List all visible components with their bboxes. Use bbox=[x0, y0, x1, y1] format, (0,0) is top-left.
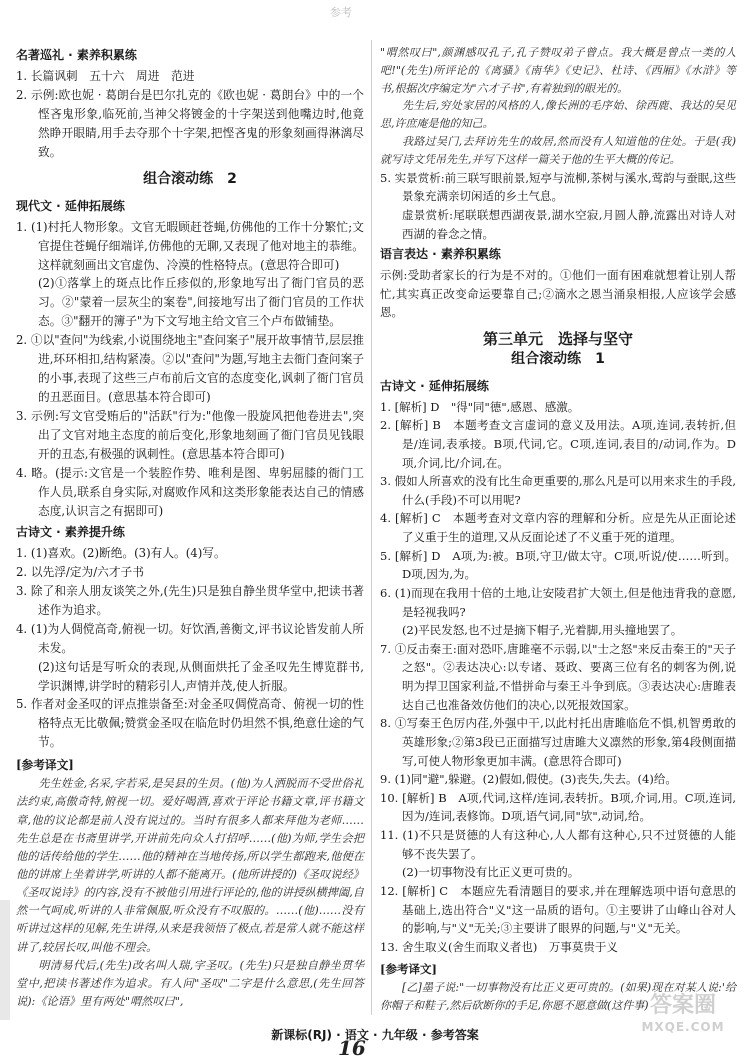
left-column bbox=[16, 44, 364, 1011]
list-item: 5. [解析] D A项,为:被。B项,守卫/做太守。C项,听说/使……听到。D项,因为,为。 bbox=[380, 548, 736, 582]
translation-paragraph: 先生后,穷处家居的风格的人,像长洲的毛序始、徐西鹿、我达的吴见思,许庶庵是他的知己。 bbox=[380, 99, 736, 131]
reference-translation-label: [参考译文] bbox=[16, 758, 74, 773]
list-item: 1. (1)村托人物形象。文官无暇顾赶苍蝇,仿佛他的工作十分繁忙;文官提住苍蝇仔细端详,仿佛他的无聊,又表现了他对地主的恭维。这样就刻画出文官虚伪、冷漠的性格特点。(意思符合即可) bbox=[16, 219, 364, 272]
list-item: (2)一切事物没有比正义更可贵的。 bbox=[402, 865, 580, 880]
list-item: 2. [解析] B 本题考查文言虚词的意义及用法。A项,连词,表转折,但是/连词,表承接。B项,代词,它。C项,连词,表目的/动词,作为。D项,介词,比/介词,在。 bbox=[380, 418, 736, 470]
translation-paragraph: 先生姓金,名采,字若采,是吴县的生员。(他)为人洒脱而不受世俗礼法约束,高傲奇特,俯视一切。爱好喝酒,喜欢于评论书籍文章,评书籍文章,他的议论都是前人没有说过的。当时有很多人都来拜他为老师……先生总是在书斋里讲学,开讲前先向众人打招呼……(他)为师,学生会把他的话传给他的学生……他的精神在当地传扬,所以学生都跑来,他便在他的讲席上坐着讲学,听讲的人都不能离开。(他所讲授的)《圣叹说经》《圣叹说诗》的内容,没有不被他引用进行评论的,他的讲授纵横捭阖,自然一气呵成,听讲的人非常佩服,听众没有不叹服的。……(他)……没有听讲过这样的见解,先生讲得,从来是我领悟了极点,若是常人就不能这样讲了,较居长叹,叫他不理会。 bbox=[16, 777, 364, 954]
item-list bbox=[16, 544, 364, 752]
list-item: 9. (1)同"避",躲避。(2)假如,假使。(3)丧失,失去。(4)给。 bbox=[380, 772, 677, 787]
translation-paragraph: 明清易代后,(先生)改名叫人瑞,字圣叹。(先生)只是独自静坐贯华堂中,把读书著述作为追求。有人问"圣叹"二字是什么意思,(先生回答说):《论语》里有两处"喟然叹曰", bbox=[16, 958, 364, 1008]
page-footer: 新课标(RJ) · 语文 · 九年级 · 参考答案 bbox=[271, 1028, 479, 1042]
section-heading: 语言表达 · 素养积累练 bbox=[380, 247, 501, 262]
exercise-title: 组合滚动练 1 bbox=[511, 351, 605, 368]
list-item: 示例:受助者家长的行为是不对的。①他们一面有困难就想着让别人帮忙,其实真正改变命运要靠自己;②滴水之恩当涌泉相报,人应该学会感恩。 bbox=[380, 267, 736, 320]
list-item: 2. ①以"查问"为线索,小说围绕地主"查问案子"展开故事情节,层层推进,环环相扣,结构紧凑。②以"查问"为题,写地主去衙门查问案子的小事,表现了这些三卢布前后文官的态度变化,讽刺了衙门官员的丑恶面目。(意思基本符合即可) bbox=[16, 333, 364, 405]
translation-paragraph: 我路过吴门,去拜访先生的故居,然而没有人知道他的住处。于是(我)就写诗文凭吊先生,并写下这样一篇关于他的生平大概的传记。 bbox=[380, 135, 736, 166]
list-item: 12. [解析] C 本题应先看清题目的要求,并在理解选项中语句意思的基础上,选出符合"义"这一品质的语句。①主要讲了山峰山谷对人的影响,与"义"无关;③主要讲了眼界的问题,与"义"无关。 bbox=[380, 883, 736, 936]
list-item: 5. 作者对金圣叹的评点推崇备至:对金圣叹倜傥高奇、俯视一切的性格特点无比敬佩;赞赏金圣叹在临危时仍坦然不惧,绝意仕途的气节。 bbox=[16, 697, 364, 750]
list-item: 10. [解析] B A项,代词,这样/连词,表转折。B项,介词,用。C项,连词,因为/连词,表修饰。D项,语气词,同"欤",动词,给。 bbox=[380, 790, 736, 824]
list-item: 3. 假如人所喜欢的没有比生命更重要的,那么凡是可以用来求生的手段,什么(手段)不可以用呢? bbox=[380, 474, 736, 507]
watermark-logo bbox=[624, 992, 742, 1052]
column-divider bbox=[371, 40, 372, 1015]
list-item: 4. (1)为人倜傥高奇,俯视一切。好饮酒,善衡文,评书议论皆发前人所未发。 bbox=[16, 621, 364, 655]
section-heading: 古诗文 · 素养提升练 bbox=[16, 524, 125, 539]
list-item: 虚景赏析:尾联联想西湖夜景,湖水空寂,月圆人静,流露出对诗人对西湖的眷念之情。 bbox=[402, 208, 736, 241]
list-item: (2)平民发怒,也不过是摘下帽子,光着脚,用头撞地罢了。 bbox=[402, 623, 683, 638]
section-heading: 古诗文 · 延伸拓展练 bbox=[380, 379, 489, 394]
watermark-url: MXQE.COM bbox=[641, 1020, 725, 1034]
list-item: 11. (1)不只是贤德的人有这种心,人人都有这种心,只不过贤德的人能够不丧失罢了。 bbox=[380, 828, 736, 861]
section-heading: 名著巡礼 · 素养积累练 bbox=[16, 48, 137, 62]
list-item: 3. 除了和亲人朋友谈笑之外,(先生)只是独自静坐贯华堂中,把读书著述作为追求。 bbox=[16, 583, 364, 617]
right-column bbox=[380, 44, 736, 1015]
translation-paragraph: "喟然叹曰",颜渊感叹孔子,孔子赞叹弟子曾点。我大概是曾点一类的人吧!"(先生)所评论的《离骚》《南华》《史记》、杜诗、《西厢》《水浒》等书,根据次序编定为"六才子书",有着独到的眼光的。 bbox=[380, 46, 736, 95]
list-item: 2. 以先浮/定为/六才子书 bbox=[16, 564, 144, 579]
list-item: 7. ①反击秦王:面对恐吓,唐雎毫不示弱,以"士之怒"来反击秦王的"天子之怒"。②表达决心:以专诸、聂政、要离三位有名的刺客为例,说明为捍卫国家利益,不惜拼命与秦王斗争到底。③表达决心:唐雎表达自己也准备效仿他们的决心,以死报效国家。 bbox=[380, 641, 736, 712]
list-item: 6. (1)而现在我用十倍的土地,让安陵君扩大领土,但是他违背我的意愿,是轻视我吗? bbox=[380, 585, 736, 619]
list-item: 3. 示例:写文官受贿后的"活跃"行为:"他像一股旋风把他卷进去",突出了文官对地主态度的前后变化,形象地刻画了衙门官员见钱眼开的丑态,有极强的讽刺性。(意思基本符合即可) bbox=[16, 409, 364, 462]
item-list bbox=[380, 398, 736, 957]
reference-translation-label: [参考译文] bbox=[380, 962, 437, 977]
translation-paragraph: [乙]墨子说:"一切事物没有比正义更可贵的。(如果)现在对某人说:'给你帽子和鞋子,然后砍断你的手足,你愿不愿意做(这件事) bbox=[380, 981, 736, 1012]
list-item: 4. [解析] C 本题考查对文章内容的理解和分析。应是先从正面论述了义重于生的道理,又从反面论述了不义重于死的道理。 bbox=[380, 511, 736, 545]
list-item: 4. 略。(提示:文官是一个装腔作势、唯利是图、卑躬屈膝的衙门工作人员,联系自身实际,对腐败作风和这类形象能表达自己的情感态度,认识言之有据即可) bbox=[16, 466, 364, 518]
list-item: 2. 示例:欧也妮 · 葛朗台是巴尔扎克的《欧也妮 · 葛朗台》中的一个悭吝鬼形象,临死前,当神父将镀金的十字架送到他嘴边时,他竟然睁开眼睛,用手去夺那个十字架,把悭吝鬼的形象刻画得淋漓尽致。 bbox=[16, 87, 364, 159]
list-item: 8. ①写秦王色厉内荏,外强中干,以此村托出唐雎临危不惧,机智勇敢的英雄形象;②第3段已正面描写过唐雎大义凛然的形象,第4段侧面描写,可使人物形象更加丰满。(意思符合即可) bbox=[380, 716, 736, 768]
section-heading: 现代文 · 延伸拓展练 bbox=[16, 198, 125, 213]
unit-title: 第三单元 选择与坚守 bbox=[482, 329, 633, 348]
binding-edge bbox=[0, 900, 10, 1020]
list-item: (2)①落掌上的斑点比作丘疹似的,形象地写出了衙门官员的恶习。②"蒙着一层灰尘的案卷",间接地写出了衙门官员的工作状态。③"翻开的簿子"为下文写地主给文官三个卢布做铺垫。 bbox=[38, 276, 364, 329]
exercise-title: 组合滚动练 2 bbox=[143, 170, 237, 187]
item-list bbox=[16, 218, 364, 521]
watermark-text: 答案圈 bbox=[649, 993, 716, 1018]
item-list bbox=[16, 67, 364, 162]
list-item: 1. 长篇讽刺 五十六 周进 范进 bbox=[16, 68, 195, 83]
list-item: 1. [解析] D "得"同"德",感恩、感激。 bbox=[380, 399, 580, 414]
list-item: (2)这句话是写听众的表现,从侧面烘托了金圣叹先生博览群书,学识渊博,讲学时的精彩引人,声情并茂,使人折服。 bbox=[38, 659, 364, 693]
list-item: 13. 舍生取义(舍生而取义者也) 万事莫贵于义 bbox=[380, 939, 618, 954]
list-item: 5. 实景赏析:前三联写眼前景,短亭与流柳,茶树与溪水,莺韵与蚕眠,这些景象充满亲切闲适的乡土气息。 bbox=[380, 170, 736, 204]
page-number: 16 bbox=[338, 1036, 366, 1060]
header-mark: 参考 bbox=[330, 6, 352, 19]
list-item: 1. (1)喜欢。(2)断绝。(3)有人。(4)写。 bbox=[16, 545, 226, 560]
